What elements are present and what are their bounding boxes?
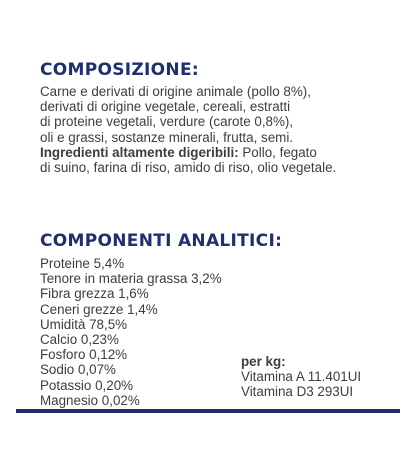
composition-line: Carne e derivati di origine animale (pollo 8%), <box>40 84 311 99</box>
analytical-item: Tenore in materia grassa 3,2% <box>40 271 222 287</box>
composition-line: derivati di origine vegetale, cereali, estratti <box>40 99 291 115</box>
vitamins-block <box>241 354 361 400</box>
composition-heading: COMPOSIZIONE: <box>40 60 199 80</box>
bottom-divider <box>16 409 400 413</box>
analytical-components-list <box>40 256 222 408</box>
analytical-item: Potassio 0,20% <box>40 377 134 393</box>
digestible-ingredients-line <box>40 145 385 160</box>
analytical-item: Fibra grezza 1,6% <box>40 286 149 302</box>
composition-line: oli e grassi, sostanze minerali, frutta, semi. <box>40 129 294 145</box>
vitamin-item: Vitamina D3 293UI <box>241 384 354 400</box>
analytical-item: Calcio 0,23% <box>40 332 119 348</box>
analytical-components-heading: COMPONENTI ANALITICI: <box>40 231 283 251</box>
composition-text <box>40 84 385 175</box>
digestible-ingredients-text: Pollo, fegato <box>238 144 317 160</box>
vitamins-heading: per kg: <box>241 354 286 369</box>
analytical-item: Sodio 0,07% <box>40 362 116 378</box>
analytical-item: Proteine 5,4% <box>40 256 125 271</box>
vitamin-item: Vitamina A 11.401UI <box>241 369 362 385</box>
analytical-item: Umidità 78,5% <box>40 316 128 332</box>
composition-line: di proteine vegetali, verdure (carote 0,8%), <box>40 114 294 130</box>
analytical-item: Ceneri grezze 1,4% <box>40 301 158 317</box>
analytical-item: Fosforo 0,12% <box>40 347 128 363</box>
digestible-ingredients-continued: di suino, farina di riso, amido di riso, olio vegetale. <box>40 160 337 176</box>
analytical-item: Magnesio 0,02% <box>40 392 140 408</box>
digestible-ingredients-label: Ingredienti altamente digeribili: <box>40 144 239 160</box>
